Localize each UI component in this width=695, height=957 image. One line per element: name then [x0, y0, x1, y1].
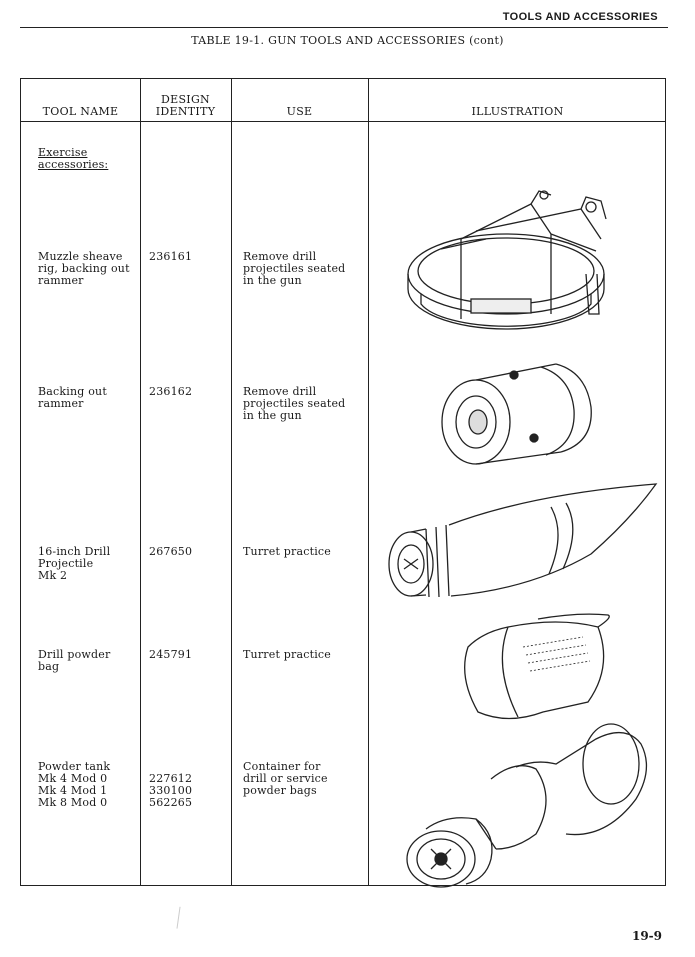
section-heading: Exercise accessories: [38, 146, 109, 171]
row-4-design-identity: 245791 [149, 648, 193, 661]
column-header-design-identity: DESIGN IDENTITY [155, 93, 216, 118]
row-4-tool-name: Drill powder bag [38, 648, 111, 673]
powder-tank-icon [396, 719, 656, 889]
column-divider [368, 79, 369, 885]
row-3-design-identity: 267650 [149, 545, 193, 558]
backing-out-rammer-icon [436, 352, 606, 482]
row-3-tool-name: 16-inch Drill Projectile Mk 2 [38, 545, 111, 582]
row-3-use: Turret practice [243, 545, 331, 558]
row-4-use: Turret practice [243, 648, 331, 661]
drill-projectile-icon [381, 479, 661, 604]
row-1-design-identity: 236161 [149, 250, 193, 263]
powder-bag-icon [448, 607, 623, 727]
muzzle-sheave-rig-icon [401, 179, 636, 339]
row-2-tool-name: Backing out rammer [38, 385, 107, 410]
tools-table [20, 78, 666, 886]
row-5-use: Container for drill or service powder bags [243, 760, 328, 797]
running-head: TOOLS AND ACCESSORIES [502, 11, 658, 23]
row-1-tool-name: Muzzle sheave rig, backing out rammer [38, 250, 130, 287]
column-divider [140, 79, 141, 885]
column-header-use: USE [286, 105, 313, 118]
column-header-tool-name: TOOL NAME [42, 105, 119, 118]
row-2-use: Remove drill projectiles seated in the gun [243, 385, 346, 422]
header-divider [21, 121, 665, 122]
column-header-illustration: ILLUSTRATION [471, 105, 564, 118]
header-rule [20, 27, 668, 28]
row-5-tool-name: Powder tank Mk 4 Mod 0 Mk 4 Mod 1 Mk 8 Mod 0 [38, 760, 111, 809]
column-divider [231, 79, 232, 885]
row-1-use: Remove drill projectiles seated in the gun [243, 250, 346, 287]
table-title: TABLE 19-1. GUN TOOLS AND ACCESSORIES (cont) [191, 34, 504, 47]
scan-mark [176, 907, 184, 929]
row-5-design-identity: 227612 330100 562265 [149, 772, 193, 809]
row-2-design-identity: 236162 [149, 385, 193, 398]
page-number: 19-9 [631, 929, 662, 943]
